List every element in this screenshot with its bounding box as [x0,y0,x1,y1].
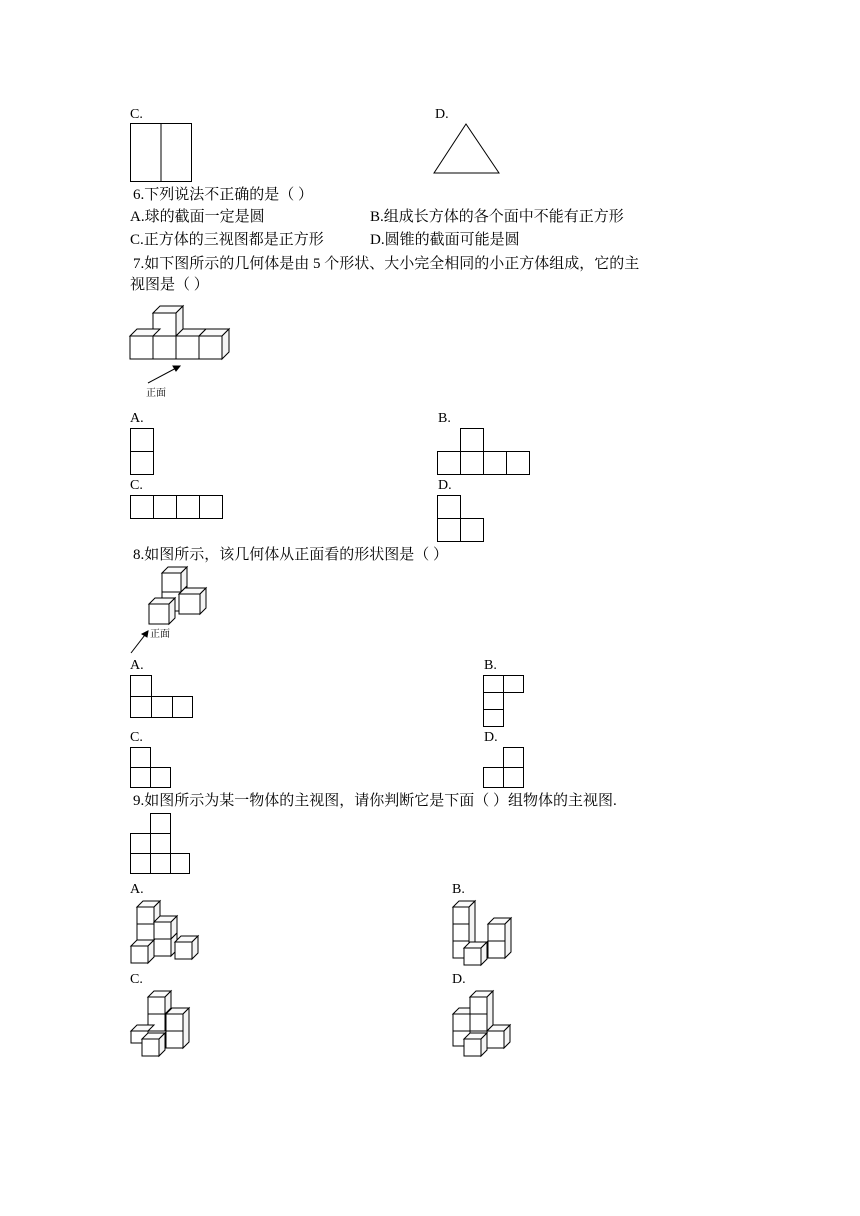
q9-option-d-figure [450,988,520,1060]
q9-option-d-label: D. [452,972,466,987]
q7-solid-figure [128,303,238,403]
q7-option-a-label: A. [130,411,144,426]
q7-stem-line2: 视图是（ ） [130,277,209,293]
q7-option-c-figure [130,495,228,522]
q5-option-d-label: D. [435,107,449,122]
q7-option-d-label: D. [438,478,452,493]
q8-option-c-label: C. [130,730,143,745]
q9-option-c-label: C. [130,972,143,987]
q7-option-b-label: B. [438,411,451,426]
q7-option-d-figure [437,495,489,545]
q8-option-b-figure [483,675,529,729]
q8-front-label: 正面 [150,629,170,640]
q8-option-a-figure [130,675,196,721]
q6-option-c: C.正方体的三视图都是正方形 [130,232,324,248]
q7-front-label: 正面 [146,388,166,399]
q9-option-a-figure [128,898,204,968]
q5-option-d-triangle [432,123,502,175]
q9-stem: 9.如图所示为某一物体的主视图，请你判断它是下面（ ）组物体的主视图. [133,793,617,809]
q9-option-c-figure [128,988,198,1060]
q8-option-d-figure [483,747,529,791]
q5-option-c-figure [130,123,194,183]
q9-option-a-label: A. [130,882,144,897]
q6-option-b: B.组成长方体的各个面中不能有正方形 [370,209,624,225]
q7-option-a-figure [130,428,156,478]
q8-option-a-label: A. [130,658,144,673]
q9-main-view-figure [130,813,194,879]
q8-solid-figure [128,565,223,660]
q8-stem: 8.如图所示，该几何体从正面看的形状图是（ ） [133,547,449,563]
q6-option-a: A.球的截面一定是圆 [130,209,265,225]
q9-option-b-figure [450,898,520,970]
q5-option-c-label: C. [130,107,143,122]
q8-option-b-label: B. [484,658,497,673]
q7-option-b-figure [437,428,535,478]
q7-option-c-label: C. [130,478,143,493]
q7-stem-line1: 7.如下图所示的几何体是由 5 个形状、大小完全相同的小正方体组成，它的主 [133,256,640,272]
q6-option-d: D.圆锥的截面可能是圆 [370,232,520,248]
q6-stem: 6.下列说法不正确的是（ ） [133,187,314,203]
q9-option-b-label: B. [452,882,465,897]
q8-option-c-figure [130,747,176,791]
q8-option-d-label: D. [484,730,498,745]
